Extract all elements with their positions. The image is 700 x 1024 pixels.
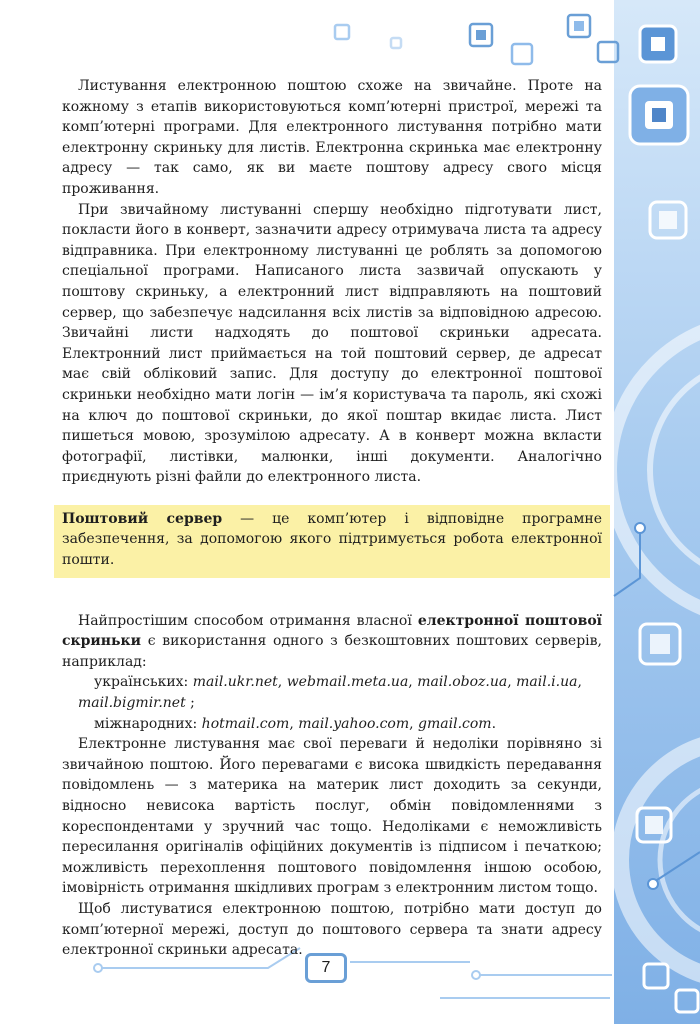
paragraph-requirements: Щоб листуватися електронною поштою, потрібно мати доступ до комп’ютерної мережі, доступ до поштового сервера та знати адресу електронної скриньки адресата. <box>62 900 602 959</box>
definition-term: Поштовий сервер <box>62 510 223 527</box>
server-link: mail.oboz.ua <box>417 674 508 691</box>
paragraph-mailbox: Найпростішим способом отримання власної електронної поштової скриньки є використання одного з безкоштовних поштових серверів, наприклад: <box>62 612 602 670</box>
paragraph-email-intro: Листування електронною поштою схоже на звичайне. Проте на кожному з етапів використовуються комп’ютерні пристрої, мережі та комп’ютерні програми. Для електронного листування потрібно мати електронну скриньку для листів. Електронна скринька має електронну адресу — так само, як ви маєте поштову адресу свого місця проживання. <box>62 78 602 197</box>
server-link: hotmail.com <box>201 715 290 732</box>
international-servers-line: міжнародних: hotmail.com, mail.yahoo.com, gmail.com. <box>94 715 497 732</box>
server-link: gmail.com <box>418 715 492 732</box>
definition-text <box>62 509 602 571</box>
server-link: mail.yahoo.com <box>298 715 410 732</box>
server-link: mail.i.ua <box>516 674 578 691</box>
mailbox-term: електронної поштової скриньки <box>62 612 602 650</box>
paragraph-comparison: При звичайному листуванні спершу необхідно підготувати лист, покласти його в конверт, зазначити адресу отримувача листа та адресу відправника. При електронному листуванні це роблять за допомогою спеціальної програми. Написаного листа зазвичай опускають у поштову скриньку, а електронний лист відправляють на поштовий сервер, що забезпечує надсилання всіх листів за відповідною адресою. Звичайні листи надходять до поштової скриньки адресата. Електронний лист приймається на той поштовий сервер, де адресат має свій обліковий запис. Для доступу до електронної поштової скриньки необхідно мати логін — ім’я користувача та пароль, які схожі на ключ до поштової скриньки, до якої поштар вкидає листа. Лист пишеться мовою, зрозумілою адресату. А в конверт можна вкласти фотографії, листівки, малюнки, інші документи. Аналогічно приєднують різні файли до електронного листа. <box>62 201 602 486</box>
server-link: mail.ukr.net <box>192 674 278 691</box>
definition-body: — це комп’ютер і відповідне програмне забезпечення, за допомогою якого підтримується робота електронної пошти. <box>62 510 602 569</box>
band-square-icon-1 <box>630 86 688 144</box>
ukrainian-servers-line: українських: mail.ukr.net, webmail.meta.ua, mail.oboz.ua, mail.i.ua, mail.bigmir.net ; <box>78 674 582 712</box>
server-link: mail.bigmir.net <box>78 695 186 712</box>
page-content <box>62 76 602 961</box>
page-number-text: 7 <box>321 959 331 976</box>
paragraph-pros-cons: Електронне листування має свої переваги й недоліки порівняно зі звичайною поштою. Його перевагами є висока швидкість передавання повідомлень — з материка на материк лист доходить за секунди, відносно невисока вартість послуг, обмін повідомленнями з кореспондентами у зручний час тощо. Недоліками є неможливість пересилання оригіналів офіційних документів із підписом і печаткою; можливість перехоплення поштового повідомлення іншою особою, імовірність отримання шкідливих програм з електронним листом тощо. <box>62 736 602 897</box>
ukrainian-label: українських: <box>94 674 193 691</box>
definition-box <box>54 505 610 578</box>
international-label: міжнародних: <box>94 715 202 732</box>
page-number <box>305 953 347 983</box>
server-link: webmail.meta.ua <box>286 674 409 691</box>
